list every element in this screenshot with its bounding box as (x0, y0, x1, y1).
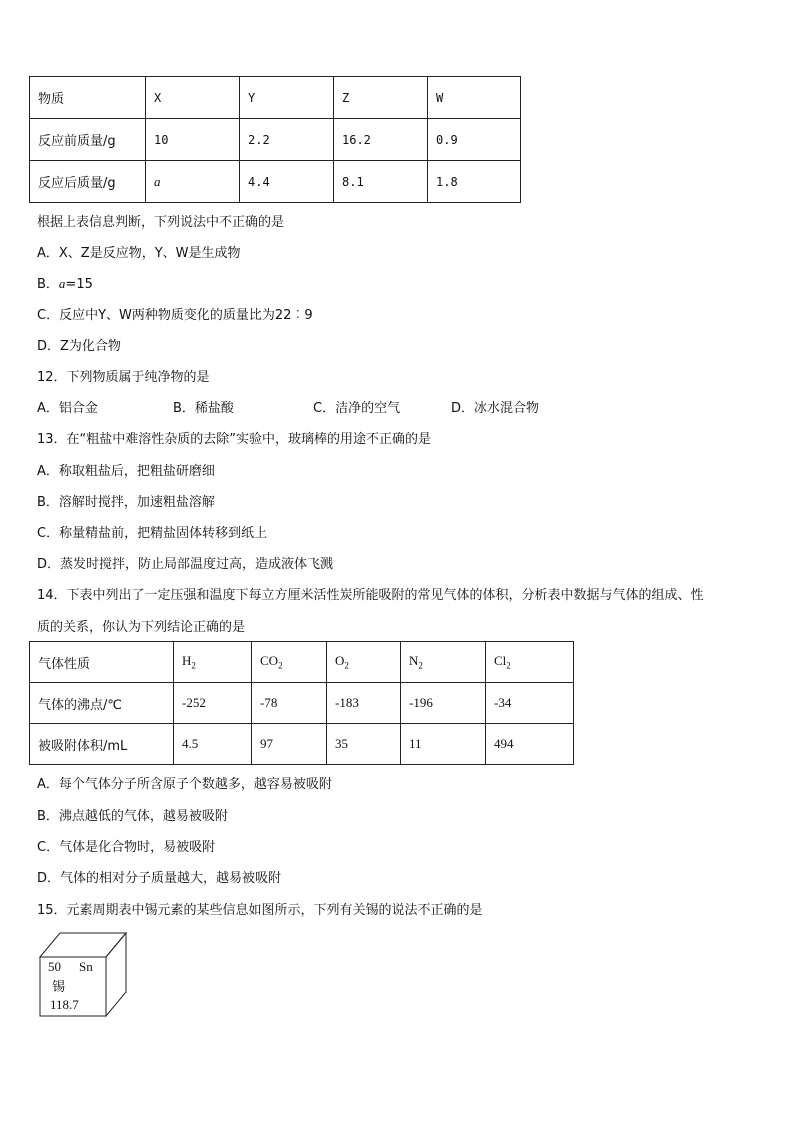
table-cell: 气体性质 (30, 642, 174, 683)
option-a: A．每个气体分子所含原子个数越多，越容易被吸附 (37, 777, 332, 792)
question-stem-line-2: 质的关系，你认为下列结论正确的是 (37, 620, 246, 635)
element-atomic-mass: 118.7 (50, 997, 79, 1012)
table-cell: 11 (401, 724, 486, 765)
option-c: C．称量精盐前，把精盐固体转移到纸上 (37, 526, 268, 541)
table-cell: 反应前质量/g (30, 119, 146, 161)
option-c: C．反应中Y、W两种物质变化的质量比为22︰9 (37, 308, 313, 323)
table-cell: a (146, 161, 240, 203)
table-cell (486, 642, 574, 683)
gas-subscript: 2 (344, 660, 349, 671)
table-cell: -252 (174, 683, 252, 724)
table-row (30, 119, 521, 161)
gas-symbol: H (182, 653, 192, 669)
table-cell: 10 (146, 119, 240, 161)
gas-subscript: 2 (278, 660, 283, 671)
option-c: C．气体是化合物时，易被吸附 (37, 840, 216, 855)
table-cell: 16.2 (334, 119, 428, 161)
option-a: A．称取粗盐后，把粗盐研磨细 (37, 464, 215, 479)
element-atomic-number: 50 (48, 959, 61, 974)
table-cell: 1.8 (428, 161, 521, 203)
table-row (30, 77, 521, 119)
question-stem: 12．下列物质属于纯净物的是 (37, 370, 210, 385)
table-cell: Z (334, 77, 428, 119)
element-cube-outline (28, 930, 132, 1020)
element-symbol: Sn (79, 959, 93, 974)
tin-element-card (28, 930, 132, 1020)
gas-symbol: CO (260, 653, 279, 669)
gas-subscript: 2 (191, 660, 196, 671)
table-cell: 494 (486, 724, 574, 765)
table-cell: 97 (252, 724, 327, 765)
question-stem-line-1: 14．下表中列出了一定压强和温度下每立方厘米活性炭所能吸附的常见气体的体积，分析表中数据与气体的组成、性 (37, 588, 704, 603)
table-cell: -34 (486, 683, 574, 724)
table-row (30, 161, 521, 203)
gas-symbol: N (409, 653, 419, 669)
option-b-variable: a (58, 276, 66, 291)
option-b: B．溶解时搅拌，加速粗盐溶解 (37, 495, 215, 510)
table-row (30, 724, 574, 765)
option-d: D．冰水混合物 (451, 401, 540, 416)
table-cell (327, 642, 401, 683)
gas-subscript: 2 (506, 660, 511, 671)
option-b-rest: =15 (65, 277, 93, 292)
table-cell: -196 (401, 683, 486, 724)
table-cell: -183 (327, 683, 401, 724)
table-row (30, 683, 574, 724)
table-cell: 2.2 (240, 119, 334, 161)
table-cell: 反应后质量/g (30, 161, 146, 203)
table-cell: 4.4 (240, 161, 334, 203)
option-d: D．蒸发时搅拌，防止局部温度过高，造成液体飞溅 (37, 557, 334, 572)
option-c: C．洁净的空气 (313, 401, 401, 416)
table-cell: Y (240, 77, 334, 119)
table-cell: -78 (252, 683, 327, 724)
option-d: D．Z为化合物 (37, 339, 121, 354)
table-cell: 被吸附体积/mL (30, 724, 174, 765)
table-cell: 8.1 (334, 161, 428, 203)
question-stem: 根据上表信息判断，下列说法中不正确的是 (37, 215, 285, 230)
table-cell: 气体的沸点/℃ (30, 683, 174, 724)
option-b (37, 273, 93, 292)
table-cell: X (146, 77, 240, 119)
table-cell: 0.9 (428, 119, 521, 161)
option-b-prefix: B． (37, 277, 59, 292)
table-cell: 物质 (30, 77, 146, 119)
gas-symbol: Cl (494, 653, 507, 669)
table-cell: W (428, 77, 521, 119)
option-a: A．X、Z是反应物，Y、W是生成物 (37, 246, 241, 261)
gas-adsorption-table (29, 641, 574, 765)
element-name: 锡 (52, 980, 66, 995)
question-stem: 15．元素周期表中锡元素的某些信息如图所示，下列有关锡的说法不正确的是 (37, 903, 483, 918)
option-d: D．气体的相对分子质量越大，越易被吸附 (37, 871, 282, 886)
option-b: B．稀盐酸 (173, 401, 234, 416)
question-stem: 13．在“粗盐中难溶性杂质的去除”实验中，玻璃棒的用途不正确的是 (37, 432, 432, 447)
gas-subscript: 2 (418, 660, 423, 671)
table-cell: 35 (327, 724, 401, 765)
table-cell (401, 642, 486, 683)
gas-symbol: O (335, 653, 345, 669)
table-cell (174, 642, 252, 683)
table-row (30, 642, 574, 683)
reaction-mass-table (29, 76, 521, 203)
option-a: A．铝合金 (37, 401, 98, 416)
table-cell (252, 642, 327, 683)
option-b: B．沸点越低的气体，越易被吸附 (37, 809, 228, 824)
table-cell: 4.5 (174, 724, 252, 765)
